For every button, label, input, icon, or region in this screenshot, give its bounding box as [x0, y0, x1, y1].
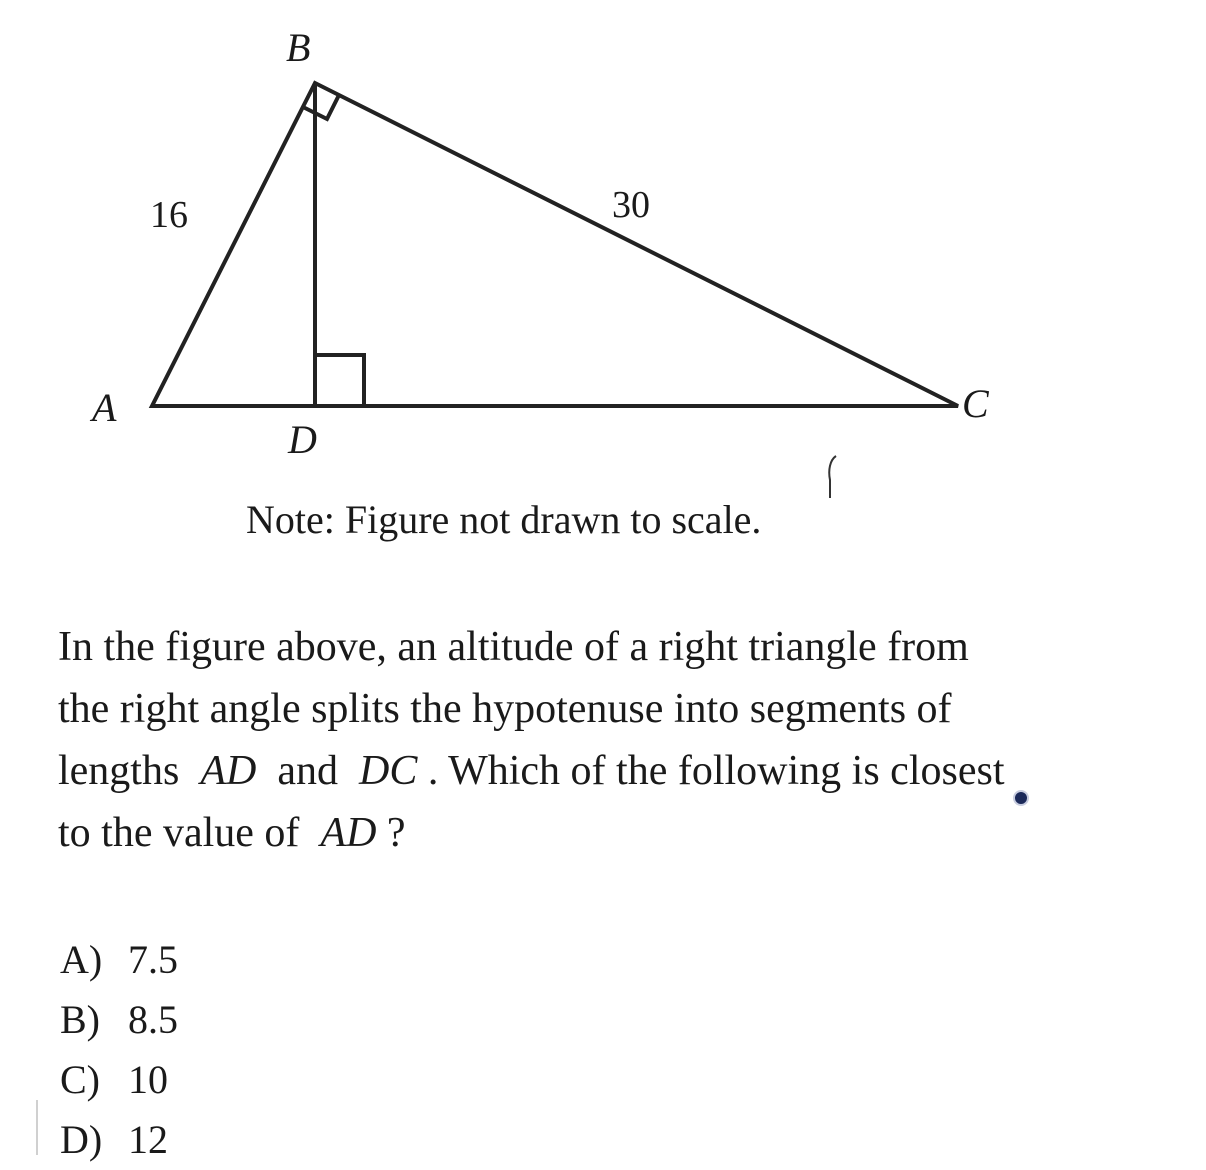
figure-note: Note: Figure not drawn to scale. [246, 497, 762, 542]
segment-dc-label: DC [358, 748, 418, 794]
triangle-figure [0, 0, 1206, 560]
question-mark: ? [386, 810, 406, 856]
segment-ad-label: AD [200, 748, 257, 794]
question-line-4-start: to the value of [58, 810, 300, 856]
question-line-3-rest: . Which of the following is closest [427, 748, 1005, 794]
vertex-d-label: D [288, 417, 317, 462]
question-line-1: In the figure above, an altitude of a right triangle from [58, 624, 969, 670]
choice-letter: B) [60, 997, 100, 1042]
choice-value: 10 [128, 1057, 168, 1102]
segment-ad-label-2: AD [320, 810, 377, 856]
choice-letter: A) [60, 937, 103, 982]
vertex-c-label: C [962, 381, 989, 426]
question-and-word: and [277, 748, 338, 794]
choice-b[interactable] [60, 990, 178, 1050]
choice-value: 8.5 [128, 997, 178, 1042]
choice-letter: C) [60, 1057, 100, 1102]
choice-d[interactable] [60, 1110, 178, 1170]
question-line-4 [58, 802, 1198, 864]
triangle-diagram [0, 0, 1206, 560]
triangle-abc [152, 83, 958, 406]
margin-line [36, 1100, 38, 1155]
choice-letter: D) [60, 1117, 103, 1162]
cursor-mark [829, 456, 836, 498]
right-angle-mark-d [315, 355, 364, 406]
side-bc-length: 30 [612, 184, 650, 226]
cursor-dot [1013, 790, 1029, 806]
answer-choices [60, 930, 178, 1170]
choice-value: 7.5 [128, 937, 178, 982]
choice-value: 12 [128, 1117, 168, 1162]
question-lengths-word: lengths [58, 748, 180, 794]
vertex-a-label: A [92, 385, 117, 430]
question-text [58, 616, 1198, 864]
vertex-b-label: B [286, 25, 311, 70]
side-ab-length: 16 [150, 194, 188, 236]
choice-c[interactable] [60, 1050, 178, 1110]
choice-a[interactable] [60, 930, 178, 990]
question-line-2: the right angle splits the hypotenuse into segments of [58, 686, 952, 732]
